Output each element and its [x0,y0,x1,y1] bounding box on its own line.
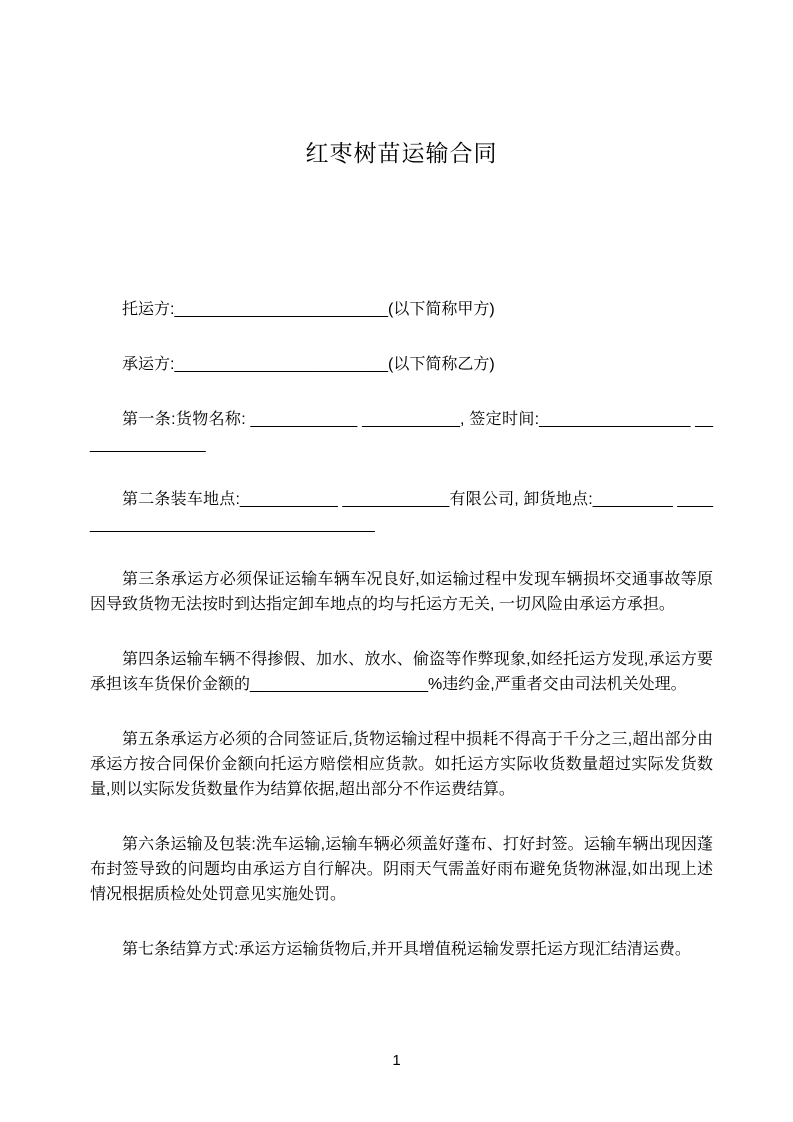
clause-2-text-2: 有限公司, 卸货地点: [449,491,593,508]
clause-7-text: 第七条结算方式:承运方运输货物后,并开具增值税运输发票托运方现汇结清运费。 [122,941,691,958]
unloading-place-blank: _________ ____________________________________ [90,491,714,533]
clause-4-text-2: %违约金,严重者交由司法机关处理。 [427,676,687,693]
carrier-alias: (以下简称乙方) [388,356,495,373]
clause-3-text: 第三条承运方必须保证运输车辆车况良好,如运输过程中发现车辆损坏交通事故等原因导致货物无法按时到达指定卸车地点的均与托运方无关, 一切风险由承运方承担。 [90,571,713,613]
clause-1-text: 第一条:货物名称: [122,411,251,428]
clause-1-text-2: , 签定时间: [460,411,540,428]
carrier-line [90,352,713,377]
goods-name-blank: ____________ ___________ [250,411,461,428]
document-title: 红枣树苗运输合同 [305,140,498,166]
clause-6 [90,832,713,907]
clause-5 [90,727,713,802]
shipper-line [90,297,713,322]
clause-2-text: 第二条装车地点: [122,491,240,508]
carrier-name-blank: ________________________ [174,356,389,373]
clause-1 [90,407,713,457]
clause-4 [90,647,713,697]
signing-time-blank: _________________ _______________ [90,411,714,453]
clause-6-text: 第六条运输及包装:洗车运输,运输车辆必须盖好蓬布、打好封签。运输车辆出现因蓬布封签导致的问题均由承运方自行解决。阴雨天气需盖好雨布避免货物淋湿,如出现上述情况根据质检处处罚意见实施处罚。 [90,836,713,903]
shipper-name-blank: ________________________ [174,301,389,318]
shipper-label: 托运方: [122,301,175,318]
clause-4-text: 第四条运输车辆不得掺假、加水、放水、偷盗等作弊现象,如经托运方发现,承运方要承担该车货保价金额的 [90,651,713,693]
clause-3 [90,567,713,617]
page-number: 1 [392,1052,401,1069]
shipper-alias: (以下简称甲方) [388,301,495,318]
clause-5-text: 第五条承运方必须的合同签证后,货物运输过程中损耗不得高于千分之三,超出部分由承运方按合同保价金额向托运方赔偿相应货款。如托运方实际收货数量超过实际发货数量,则以实际发货数量作为结算依据,超出部分不作运费结算。 [90,731,713,798]
loading-place-blank: ___________ ____________ [239,491,450,508]
carrier-label: 承运方: [122,356,175,373]
clause-2 [90,487,713,537]
penalty-percent-blank: ____________________ [250,676,428,693]
clause-7 [90,937,713,962]
